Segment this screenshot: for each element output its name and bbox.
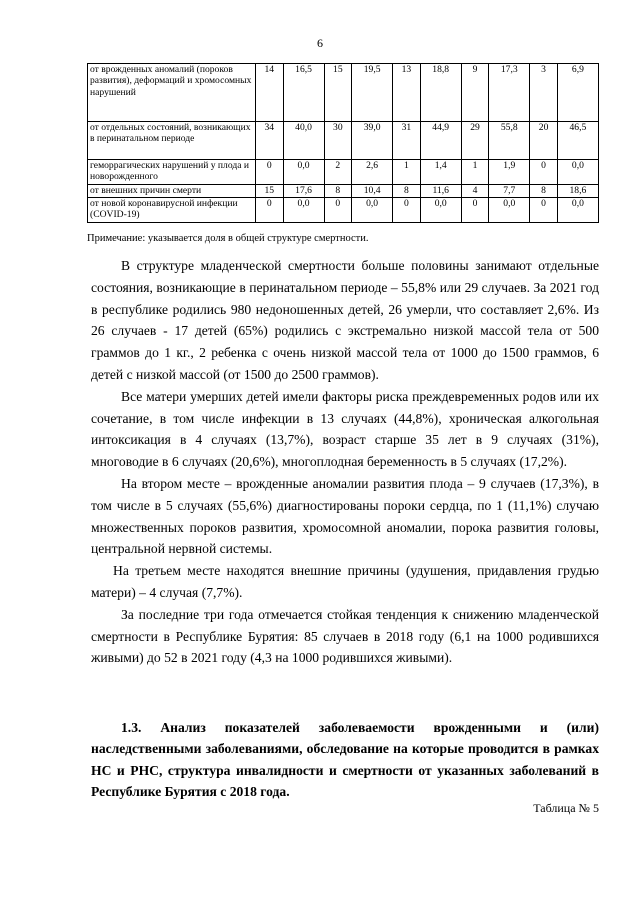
table-cell: 14 <box>256 64 284 122</box>
table-cell: 8 <box>530 185 558 198</box>
paragraph: На третьем месте находятся внешние причины (удушения, придавления грудью матери) – 4 случая (7,7%). <box>91 563 599 600</box>
table-row <box>88 64 599 122</box>
table-cell: 17,6 <box>283 185 324 198</box>
table-cell: 34 <box>256 122 284 160</box>
table-cell: 46,5 <box>557 122 598 160</box>
table-cell: 0 <box>530 198 558 223</box>
paragraph: На втором месте – врожденные аномалии развития плода – 9 случаев (17,3%), в том числе в 5 случаях (55,6%) диагностированы пороки сердца, по 1 (11,1%) случаю множественных пороков развития, хромосомной аномалии, порока развития головы, центральной нервной системы. <box>91 475 599 557</box>
table-note: Примечание: указывается доля в общей структуре смертности. <box>87 233 369 244</box>
table-cell: 0,0 <box>283 160 324 185</box>
row-label: от новой коронавирусной инфекции (COVID-19) <box>88 198 256 223</box>
table-cell: 30 <box>324 122 352 160</box>
table-cell: 0 <box>530 160 558 185</box>
table-cell: 29 <box>461 122 489 160</box>
table-cell: 11,6 <box>420 185 461 198</box>
table-cell: 40,0 <box>283 122 324 160</box>
table-cell: 8 <box>393 185 421 198</box>
table-cell: 0,0 <box>283 198 324 223</box>
table-cell: 39,0 <box>352 122 393 160</box>
table-row <box>88 185 599 198</box>
table-cell: 10,4 <box>352 185 393 198</box>
table-cell: 18,6 <box>557 185 598 198</box>
paragraph: За последние три года отмечается стойкая тенденция к снижению младенческой смертности в Республике Бурятия: 85 случаев в 2018 году (6,1 на 1000 родившихся живыми) до 52 в 2021 году (4,3 на 1000 родившихся живыми). <box>91 606 599 666</box>
table-cell: 18,8 <box>420 64 461 122</box>
table-cell: 0,0 <box>352 198 393 223</box>
table-cell: 20 <box>530 122 558 160</box>
table-cell: 0 <box>393 198 421 223</box>
row-label: от отдельных состояний, возникающих в перинатальном периоде <box>88 122 256 160</box>
table-cell: 0 <box>461 198 489 223</box>
table-cell: 0 <box>324 198 352 223</box>
table-cell: 0 <box>256 198 284 223</box>
table-cell: 55,8 <box>489 122 530 160</box>
table-cell: 19,5 <box>352 64 393 122</box>
table-cell: 1 <box>393 160 421 185</box>
table-cell: 1,9 <box>489 160 530 185</box>
mortality-table <box>87 63 599 223</box>
table-cell: 0,0 <box>420 198 461 223</box>
table-cell: 31 <box>393 122 421 160</box>
table-cell: 2,6 <box>352 160 393 185</box>
table-cell: 0,0 <box>489 198 530 223</box>
row-label: от внешних причин смерти <box>88 185 256 198</box>
table-cell: 0,0 <box>557 160 598 185</box>
paragraph: Все матери умерших детей имели факторы риска преждевременных родов или их сочетание, в том числе инфекции в 13 случаях (44,8%), хроническая алкогольная интоксикация в 4 случаях (13,7%), возраст старше 35 лет в 9 случаях (31%), многоводие в 6 случаях (20,6%), многоплодная беременность в 5 случаях (17,2%). <box>91 388 599 470</box>
table-cell: 7,7 <box>489 185 530 198</box>
table-cell: 6,9 <box>557 64 598 122</box>
page-number: 6 <box>317 36 323 50</box>
table-row <box>88 160 599 185</box>
table-cell: 0 <box>256 160 284 185</box>
table-caption: Таблица № 5 <box>533 801 599 815</box>
row-label: геморрагических нарушений у плода и новорожденного <box>88 160 256 185</box>
table-cell: 15 <box>324 64 352 122</box>
table-cell: 0,0 <box>557 198 598 223</box>
body-text <box>91 255 599 669</box>
table-cell: 13 <box>393 64 421 122</box>
table-cell: 16,5 <box>283 64 324 122</box>
row-label: от врожденных аномалий (пороков развития), деформаций и хромосомных нарушений <box>88 64 256 122</box>
table-cell: 1 <box>461 160 489 185</box>
table-cell: 9 <box>461 64 489 122</box>
table-cell: 4 <box>461 185 489 198</box>
table-cell: 2 <box>324 160 352 185</box>
table-cell: 44,9 <box>420 122 461 160</box>
table-row <box>88 122 599 160</box>
table-cell: 15 <box>256 185 284 198</box>
paragraph: В структуре младенческой смертности больше половины занимают отдельные состояния, возникающие в перинатальном периоде – 55,8% или 29 случаев. За 2021 год в республике родились 980 недоношенных детей, 26 умерли, что составляет 2,6%. Из 26 случаев - 17 детей (65%) родились с экстремально низкой массой тела от 500 граммов до 1 кг., 2 ребенка с очень низкой массой тела от 1000 до 1500 граммов, 6 детей с низкой массой (от 1500 до 2500 граммов). <box>91 258 599 382</box>
section-heading: 1.3. Анализ показателей заболеваемости врожденными и (или) наследственными заболеваниями, обследование на которые проводится в рамках НС и РНС, структура инвалидности и смертности от указанных заболеваний в Республике Бурятия с 2018 года. <box>91 720 599 800</box>
table-cell: 8 <box>324 185 352 198</box>
table-cell: 3 <box>530 64 558 122</box>
table-cell: 17,3 <box>489 64 530 122</box>
table-cell: 1,4 <box>420 160 461 185</box>
table-row <box>88 198 599 223</box>
